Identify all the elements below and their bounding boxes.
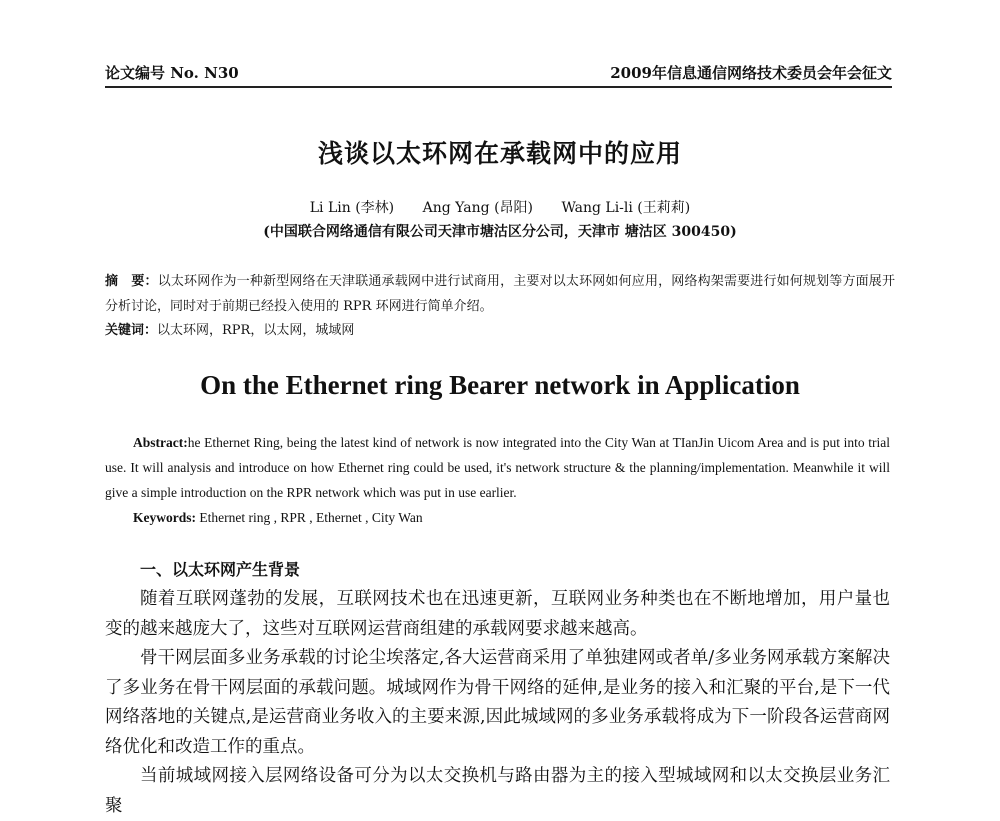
author: Wang Li-li (王莉莉) — [561, 200, 691, 216]
running-header — [105, 58, 892, 88]
paper-number: 论文编号 No. N30 — [105, 64, 239, 82]
abstract-cn-label: 摘 要： — [105, 274, 158, 289]
author: Ang Yang (昂阳) — [422, 200, 533, 216]
paragraph: 当前城域网接入层网络设备可分为以太交换机与路由器为主的接入型城域网和以太交换层业务汇聚 — [105, 766, 890, 816]
abstract-en-label: Abstract: — [133, 435, 188, 450]
abstract-cn — [105, 270, 895, 344]
author: Li Lin (李林) — [309, 200, 395, 216]
abstract-en-text: he Ethernet Ring, being the latest kind of network is now integrated into the City Wan at TIanJin Uicom Area and is put into trial use. It will analysis and introduce on how Ethernet ring could be used, it's network structure & the planning/implementation. Meanwhile it will give a simple introduction on the RPR network which was put in use earlier. — [105, 435, 890, 500]
paper-title-cn: 浅谈以太环网在承载网中的应用 — [317, 139, 682, 168]
affiliation: (中国联合网络通信有限公司天津市塘沽区分公司，天津市 塘沽区 300450) — [263, 224, 737, 240]
paper-title-en: On the Ethernet ring Bearer network in Application — [200, 370, 800, 400]
abstract-cn-body — [105, 270, 895, 319]
section-body — [105, 585, 890, 821]
section-heading: 一、以太环网产生背景 — [140, 560, 301, 579]
keywords-cn — [105, 319, 895, 344]
paragraph: 骨干网层面多业务承载的讨论尘埃落定,各大运营商采用了单独建网或者单/多业务网承载方案解决了多业务在骨干网层面的承载问题。城域网作为骨干网络的延伸,是业务的接入和汇聚的平台,是下一代网络落地的关键点,是运营商业务收入的主要来源,因此城域网的多业务承载将成为下一阶段各运营商网络优化和改造工作的重点。 — [105, 648, 890, 757]
abstract-en — [105, 430, 890, 530]
keywords-en — [105, 505, 890, 530]
paragraph: 随着互联网蓬勃的发展，互联网技术也在迅速更新，互联网业务种类也在不断地增加，用户量也变的越来越庞大了，这些对互联网运营商组建的承载网要求越来越高。 — [105, 589, 890, 639]
author-list — [0, 197, 1000, 217]
abstract-cn-text: 以太环网作为一种新型网络在天津联通承载网中进行试商用，主要对以太环网如何应用，网络构架需要进行如何规划等方面展开分析讨论，同时对于前期已经投入使用的 RPR 环网进行简单介绍。 — [105, 274, 895, 314]
keywords-en-label: Keywords: — [133, 510, 196, 525]
keywords-cn-text: 以太环网，RPR，以太网，城域网 — [157, 323, 355, 338]
keywords-en-text: Ethernet ring , RPR , Ethernet , City Wan — [196, 510, 423, 525]
abstract-en-body — [105, 430, 890, 505]
keywords-cn-label: 关键词： — [105, 323, 158, 338]
conference-name: 2009年信息通信网络技术委员会年会征文 — [610, 64, 892, 82]
